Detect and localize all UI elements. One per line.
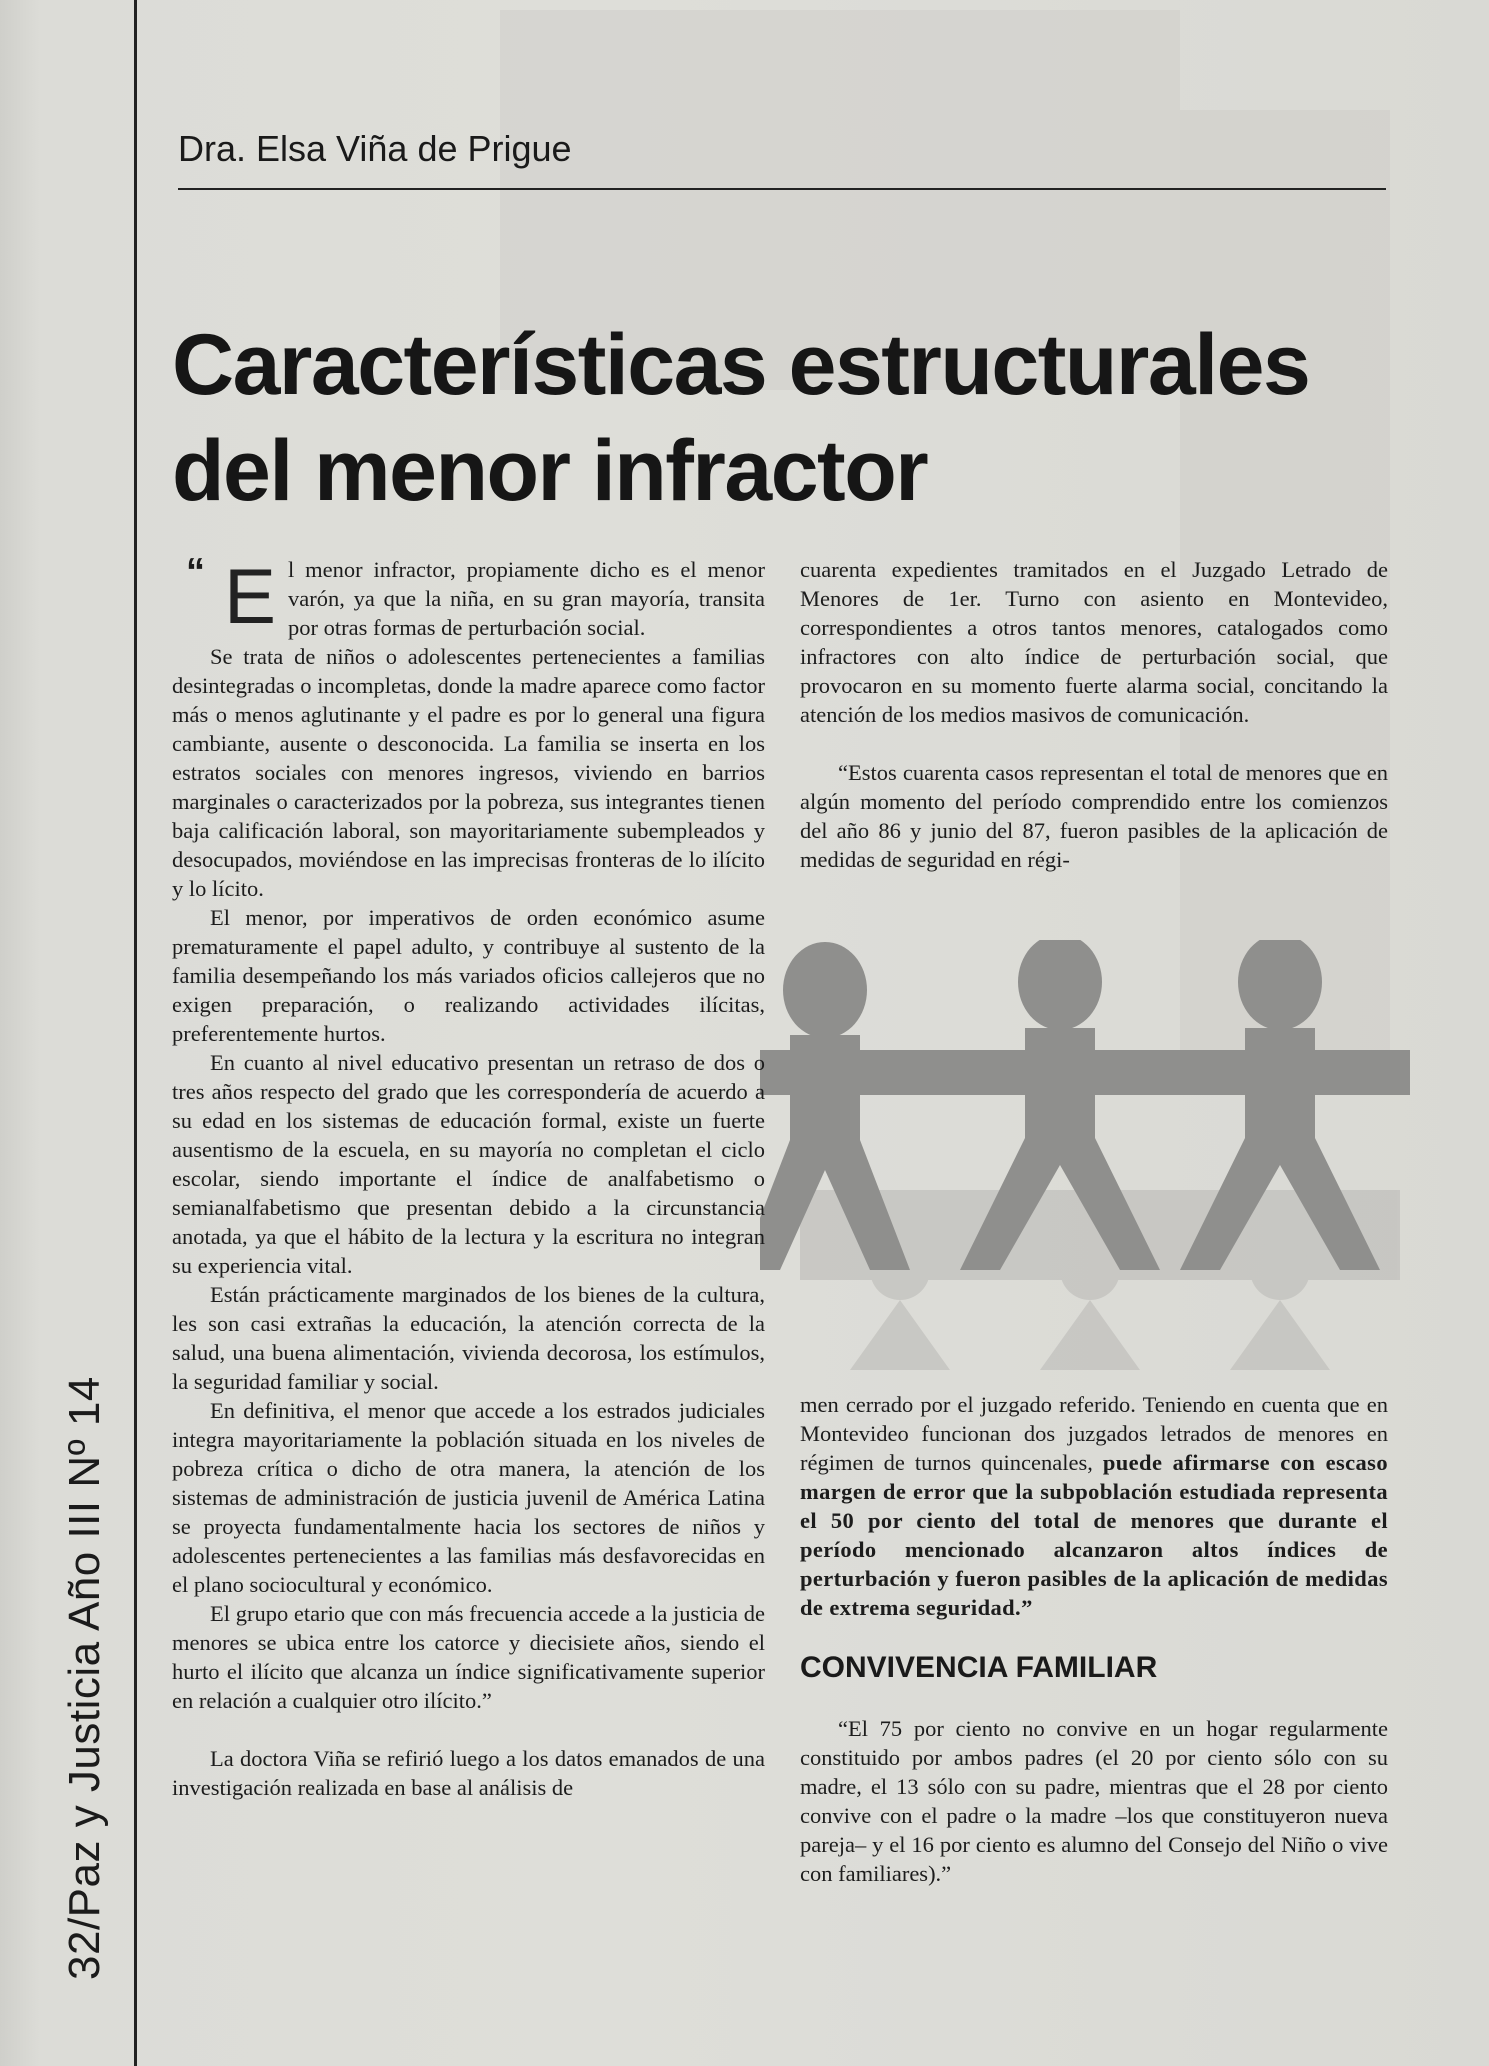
headline-line-2: del menor infractor (172, 423, 928, 519)
paragraph-text: men cerrado por el juzgado referido. Teniendo en cuenta que en Montevideo funcionan dos juzgados letrados de menores en régimen de turnos quincenales, (800, 1392, 1388, 1475)
page-folio: 32/Paz y Justicia Año III Nº 14 (60, 1376, 109, 1980)
paragraph: “El 75 por ciento no convive en un hogar regularmente constituido por ambos padres (el 20 por ciento sólo con su madre, el 13 sólo con su padre, mientras que el 28 por ciento convive con el padre o la madre –los que constituyeron nueva pareja– y el 16 por ciento es alumno del Consejo del Niño o vive con familiares).” (800, 1716, 1388, 1886)
paper-chain-figures-illustration (760, 940, 1410, 1370)
paragraph: l menor infractor, propiamente dicho es el menor varón, ya que la niña, en su gran mayoría, transita por otras formas de perturbación social. (288, 557, 765, 640)
headline-line-1: Características estructurales (172, 317, 1310, 413)
paragraph: El menor, por imperativos de orden económico asume prematuramente el papel adulto, y contribuye al sustento de la familia desempeñando los más variados oficios callejeros que no exigen preparación, o realizando actividades ilícitas, preferentemente hurtos. (172, 905, 765, 1046)
paragraph: Están prácticamente marginados de los bienes de la cultura, les son casi extrañas la educación, la atención correcta de la salud, una buena alimentación, vivienda decorosa, los estímulos, la seguridad familiar y social. (172, 1282, 765, 1394)
paragraph: En cuanto al nivel educativo presentan un retraso de dos o tres años respecto del grado que les correspondería de acuerdo a su edad en los sistemas de educación formal, existe un fuerte ausentismo de la escuela, en su mayoría no completan el ciclo escolar, siendo importante el índice de analfabetismo o semianalfabetismo que presentan debido a la circunstancia anotada, ya que el hábito de la lectura y la escritura no integran su experiencia vital. (172, 1050, 765, 1278)
drop-cap: E (224, 552, 277, 640)
left-margin-rule (134, 0, 137, 2066)
opening-paragraph (172, 551, 765, 642)
paragraph: Se trata de niños o adolescentes pertenecientes a familias desintegradas o incompletas, donde la madre aparece como factor más o menos aglutinante y el padre es por lo general una figura cambiante, ausente o desconocida. La familia se inserta en los estratos sociales con menores ingresos, viviendo en barrios marginales o caracterizados por la pobreza, sus integrantes tienen baja calificación laboral, son mayoritariamente subempleados y desocupados, moviéndose en las imprecisas fronteras de lo ilícito y lo lícito. (172, 644, 765, 901)
author-byline: Dra. Elsa Viña de Prigue (178, 128, 572, 169)
bold-quote-text: puede afirmarse con escaso margen de error que la subpoblación estudiada representa el 50 por ciento del total de menores que durante el período mencionado alcanzaron altos índices de perturbación y fueron pasibles de la aplicación de medidas de extrema seguridad.” (800, 1450, 1388, 1620)
paragraph: cuarenta expedientes tramitados en el Juzgado Letrado de Menores de 1er. Turno con asiento en Montevideo, correspondientes a otros tantos menores, catalogados como infractores con alto índice de perturbación social, que provocaron en su momento fuerte alarma social, concitando la atención de los medios masivos de comunicación. (800, 557, 1388, 727)
section-heading: CONVIVENCIA FAMILIAR (800, 1651, 1158, 1684)
article-headline (172, 312, 1412, 524)
opening-quote-mark: “ (186, 551, 205, 593)
paragraph (800, 1390, 1388, 1622)
paragraph: El grupo etario que con más frecuencia accede a la justicia de menores se ubica entre los catorce y diecisiete años, siendo el hurto el ilícito que alcanza un índice significativamente superior en relación a cualquier otro ilícito.” (172, 1601, 765, 1713)
left-column (172, 551, 765, 1802)
paragraph: En definitiva, el menor que accede a los estrados judiciales integra mayoritariamente la población situada en los niveles de pobreza crítica o dicho de otra manera, la atención de los sistemas de administración de justicia juvenil de América Latina se proyecta fundamentalmente hacia los sectores de niños y adolescentes pertenecientes a las familias más desfavorecidas en el plano sociocultural y económico. (172, 1398, 765, 1597)
paragraph: “Estos cuarenta casos representan el total de menores que en algún momento del período comprendido entre los comienzos del año 86 y junio del 87, fueron pasibles de la aplicación de medidas de seguridad en régi- (800, 760, 1388, 872)
right-column-bottom (800, 1390, 1388, 1888)
right-column-top (800, 555, 1388, 874)
paragraph: La doctora Viña se refirió luego a los datos emanados de una investigación realizada en base al análisis de (172, 1746, 765, 1800)
byline-rule (178, 188, 1386, 190)
